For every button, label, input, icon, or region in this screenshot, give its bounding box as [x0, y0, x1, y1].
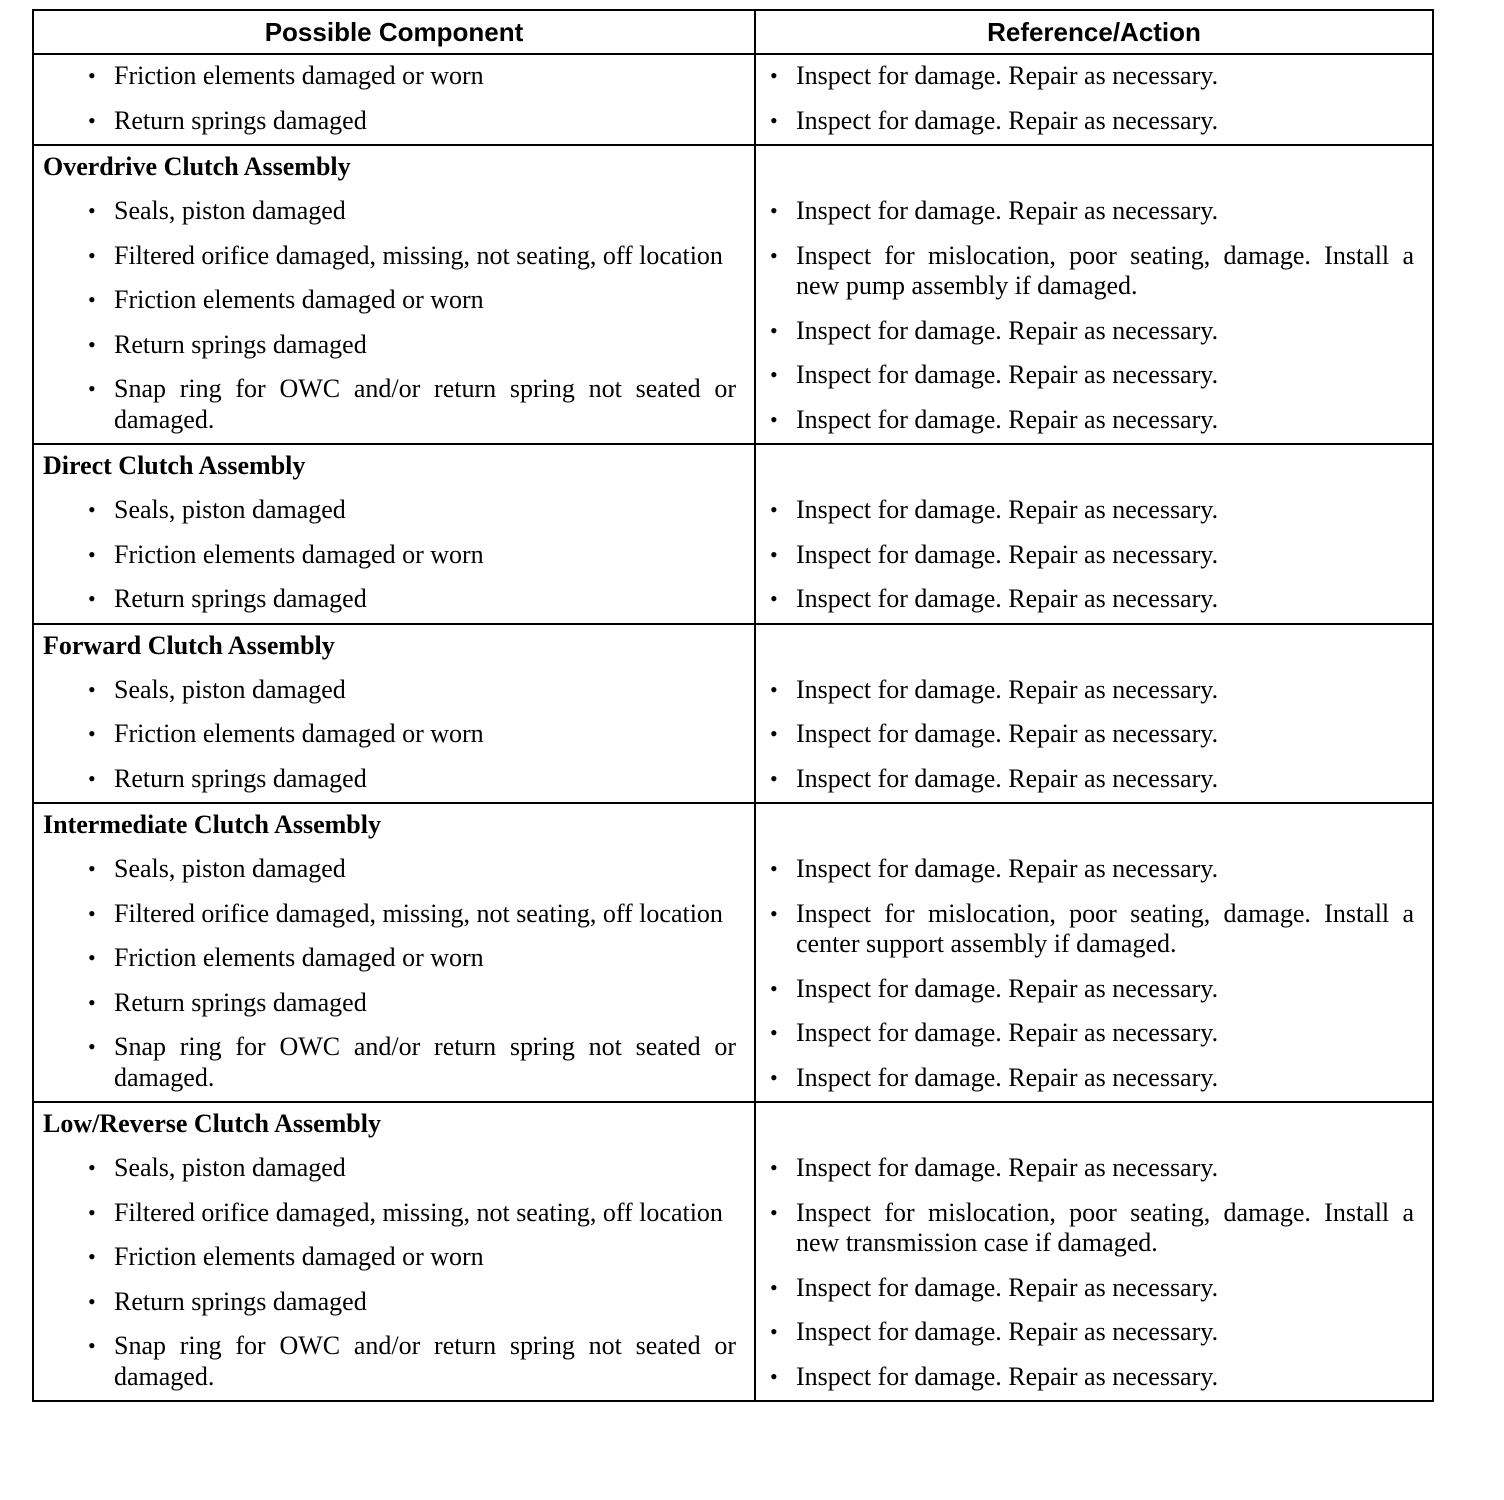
table-header-row	[33, 10, 1433, 54]
action-cell	[755, 444, 1433, 624]
bullet-icon: •	[88, 721, 96, 746]
component-text: Friction elements damaged or worn	[114, 539, 484, 569]
bullet-icon: •	[770, 900, 778, 926]
action-text: Inspect for damage. Repair as necessary.	[796, 854, 1219, 883]
component-text: Seals, piston damaged	[114, 1153, 346, 1182]
component-item	[34, 848, 754, 893]
bullet-icon: •	[770, 856, 778, 881]
component-text: Filtered orifice damaged, missing, not seating, off location	[114, 240, 723, 270]
action-text: Inspect for damage. Repair as necessary.	[796, 196, 1219, 225]
component-cell	[33, 803, 755, 1102]
action-text: Inspect for mislocation, poor seating, damage. Install a center support assembly if damaged.	[796, 898, 1414, 958]
bullet-icon: •	[770, 1363, 778, 1389]
component-text: Friction elements damaged or worn	[114, 285, 484, 314]
component-item	[34, 1281, 754, 1326]
component-text: Snap ring for OWC and/or return spring not seated or damaged.	[114, 374, 736, 434]
section-heading-spacer	[756, 146, 1432, 190]
component-item	[34, 893, 754, 938]
bullet-icon: •	[88, 1155, 96, 1180]
action-item	[756, 968, 1432, 1013]
component-item	[34, 758, 754, 803]
section-heading: Low/Reverse Clutch Assembly	[43, 1109, 381, 1138]
action-text: Inspect for damage. Repair as necessary.	[796, 674, 1219, 704]
action-item	[756, 893, 1432, 968]
action-item	[756, 310, 1432, 355]
section-heading-spacer	[756, 804, 1432, 848]
bullet-icon: •	[88, 900, 96, 926]
bullet-icon: •	[770, 1274, 778, 1300]
bullet-icon: •	[770, 317, 778, 343]
component-item	[34, 1147, 754, 1192]
component-item	[34, 279, 754, 324]
action-text: Inspect for damage. Repair as necessary.	[796, 1317, 1219, 1346]
action-item	[756, 1311, 1432, 1356]
component-text: Filtered orifice damaged, missing, not seating, off location	[114, 1197, 723, 1227]
component-text: Friction elements damaged or worn	[114, 943, 484, 972]
component-item	[34, 937, 754, 982]
component-text: Seals, piston damaged	[114, 854, 346, 883]
bullet-icon: •	[88, 856, 96, 881]
component-text: Return springs damaged	[114, 329, 367, 359]
section-heading: Overdrive Clutch Assembly	[43, 152, 351, 181]
component-cell	[33, 1102, 755, 1401]
bullet-icon: •	[88, 376, 96, 401]
table-section	[33, 145, 1433, 444]
component-text: Snap ring for OWC and/or return spring not seated or damaged.	[114, 1032, 736, 1092]
bullet-icon: •	[770, 497, 778, 522]
bullet-icon: •	[88, 331, 96, 357]
component-text: Snap ring for OWC and/or return spring not seated or damaged.	[114, 1331, 736, 1391]
bullet-icon: •	[88, 989, 96, 1015]
section-heading: Intermediate Clutch Assembly	[43, 810, 381, 839]
action-item	[756, 713, 1432, 758]
bullet-icon: •	[88, 1034, 96, 1059]
component-cell	[33, 624, 755, 804]
component-text: Return springs damaged	[114, 763, 367, 793]
table-section	[33, 444, 1433, 624]
action-text: Inspect for damage. Repair as necessary.	[796, 1018, 1219, 1047]
component-text: Return springs damaged	[114, 1286, 367, 1316]
bullet-icon: •	[88, 242, 96, 268]
action-item	[756, 848, 1432, 893]
component-item	[34, 190, 754, 235]
action-text: Inspect for damage. Repair as necessary.	[796, 1272, 1219, 1302]
component-text: Friction elements damaged or worn	[114, 61, 484, 90]
action-item	[756, 1012, 1432, 1057]
action-item	[756, 534, 1432, 579]
component-item	[34, 1236, 754, 1281]
component-item	[34, 669, 754, 714]
bullet-icon: •	[770, 975, 778, 1001]
component-text: Seals, piston damaged	[114, 674, 346, 704]
bullet-icon: •	[770, 541, 778, 567]
component-text: Return springs damaged	[114, 584, 367, 613]
component-item	[34, 368, 754, 443]
action-text: Inspect for damage. Repair as necessary.	[796, 1062, 1219, 1092]
action-text: Inspect for damage. Repair as necessary.	[796, 360, 1219, 389]
action-item	[756, 190, 1432, 235]
action-text: Inspect for damage. Repair as necessary.	[796, 1153, 1219, 1182]
action-text: Inspect for damage. Repair as necessary.	[796, 495, 1219, 524]
bullet-icon: •	[88, 497, 96, 522]
action-text: Inspect for damage. Repair as necessary.	[796, 1361, 1219, 1391]
bullet-icon: •	[770, 406, 778, 432]
section-heading-spacer	[756, 625, 1432, 669]
diagnostic-table	[32, 9, 1434, 1402]
action-text: Inspect for damage. Repair as necessary.	[796, 61, 1219, 90]
bullet-icon: •	[88, 586, 96, 611]
action-item	[756, 100, 1432, 145]
bullet-icon: •	[88, 63, 96, 88]
table-section	[33, 1102, 1433, 1401]
bullet-icon: •	[770, 1199, 778, 1225]
action-text: Inspect for damage. Repair as necessary.	[796, 719, 1219, 748]
bullet-icon: •	[770, 676, 778, 702]
bullet-icon: •	[88, 1199, 96, 1225]
bullet-icon: •	[88, 107, 96, 133]
action-cell	[755, 803, 1433, 1102]
action-text: Inspect for damage. Repair as necessary.	[796, 973, 1219, 1003]
component-item	[34, 324, 754, 369]
bullet-icon: •	[770, 586, 778, 611]
component-item	[34, 235, 754, 280]
action-cell	[755, 1102, 1433, 1401]
component-item	[34, 982, 754, 1027]
action-text: Inspect for damage. Repair as necessary.	[796, 315, 1219, 345]
action-item	[756, 55, 1432, 100]
action-item	[756, 1192, 1432, 1267]
section-heading-spacer	[756, 445, 1432, 489]
section-heading: Direct Clutch Assembly	[43, 451, 306, 480]
action-item	[756, 1267, 1432, 1312]
bullet-icon: •	[770, 1020, 778, 1045]
component-item	[34, 1192, 754, 1237]
table-body	[33, 54, 1433, 1401]
component-text: Seals, piston damaged	[114, 196, 346, 225]
bullet-icon: •	[770, 242, 778, 268]
component-text: Friction elements damaged or worn	[114, 1242, 484, 1271]
bullet-icon: •	[770, 63, 778, 88]
component-cell	[33, 54, 755, 145]
bullet-icon: •	[770, 107, 778, 133]
table-section	[33, 54, 1433, 145]
action-item	[756, 354, 1432, 399]
action-item	[756, 489, 1432, 534]
component-item	[34, 489, 754, 534]
bullet-icon: •	[770, 1064, 778, 1090]
component-cell	[33, 145, 755, 444]
action-item	[756, 235, 1432, 310]
bullet-icon: •	[88, 765, 96, 791]
bullet-icon: •	[88, 541, 96, 567]
component-cell	[33, 444, 755, 624]
bullet-icon: •	[770, 1155, 778, 1180]
action-text: Inspect for mislocation, poor seating, damage. Install a new transmission case if damaged.	[796, 1197, 1414, 1257]
bullet-icon: •	[770, 1319, 778, 1344]
table-section	[33, 624, 1433, 804]
component-text: Friction elements damaged or worn	[114, 719, 484, 748]
component-text: Filtered orifice damaged, missing, not seating, off location	[114, 898, 723, 928]
component-item	[34, 534, 754, 579]
component-item	[34, 100, 754, 145]
section-heading-spacer	[756, 1103, 1432, 1147]
bullet-icon: •	[88, 1244, 96, 1269]
action-item	[756, 758, 1432, 803]
action-text: Inspect for damage. Repair as necessary.	[796, 539, 1219, 569]
component-text: Return springs damaged	[114, 987, 367, 1017]
bullet-icon: •	[770, 721, 778, 746]
bullet-icon: •	[770, 198, 778, 223]
action-item	[756, 669, 1432, 714]
action-item	[756, 578, 1432, 623]
component-item	[34, 713, 754, 758]
action-item	[756, 1356, 1432, 1401]
component-item	[34, 1026, 754, 1101]
action-cell	[755, 624, 1433, 804]
action-item	[756, 1057, 1432, 1102]
bullet-icon: •	[88, 287, 96, 312]
bullet-icon: •	[88, 1288, 96, 1314]
column-header-reference-action: Reference/Action	[755, 10, 1433, 54]
action-text: Inspect for damage. Repair as necessary.	[796, 105, 1219, 135]
action-item	[756, 399, 1432, 444]
bullet-icon: •	[88, 198, 96, 223]
component-item	[34, 55, 754, 100]
action-text: Inspect for damage. Repair as necessary.	[796, 404, 1219, 434]
component-text: Seals, piston damaged	[114, 495, 346, 524]
bullet-icon: •	[88, 1333, 96, 1358]
action-text: Inspect for damage. Repair as necessary.	[796, 763, 1219, 793]
action-text: Inspect for mislocation, poor seating, damage. Install a new pump assembly if damaged.	[796, 240, 1414, 300]
action-cell	[755, 54, 1433, 145]
action-item	[756, 1147, 1432, 1192]
bullet-icon: •	[88, 945, 96, 970]
component-item	[34, 578, 754, 623]
component-text: Return springs damaged	[114, 105, 367, 135]
action-cell	[755, 145, 1433, 444]
bullet-icon: •	[770, 765, 778, 791]
section-heading: Forward Clutch Assembly	[43, 630, 335, 660]
table-section	[33, 803, 1433, 1102]
bullet-icon: •	[770, 362, 778, 387]
component-item	[34, 1325, 754, 1400]
column-header-possible-component: Possible Component	[33, 10, 755, 54]
action-text: Inspect for damage. Repair as necessary.	[796, 584, 1219, 613]
bullet-icon: •	[88, 676, 96, 702]
